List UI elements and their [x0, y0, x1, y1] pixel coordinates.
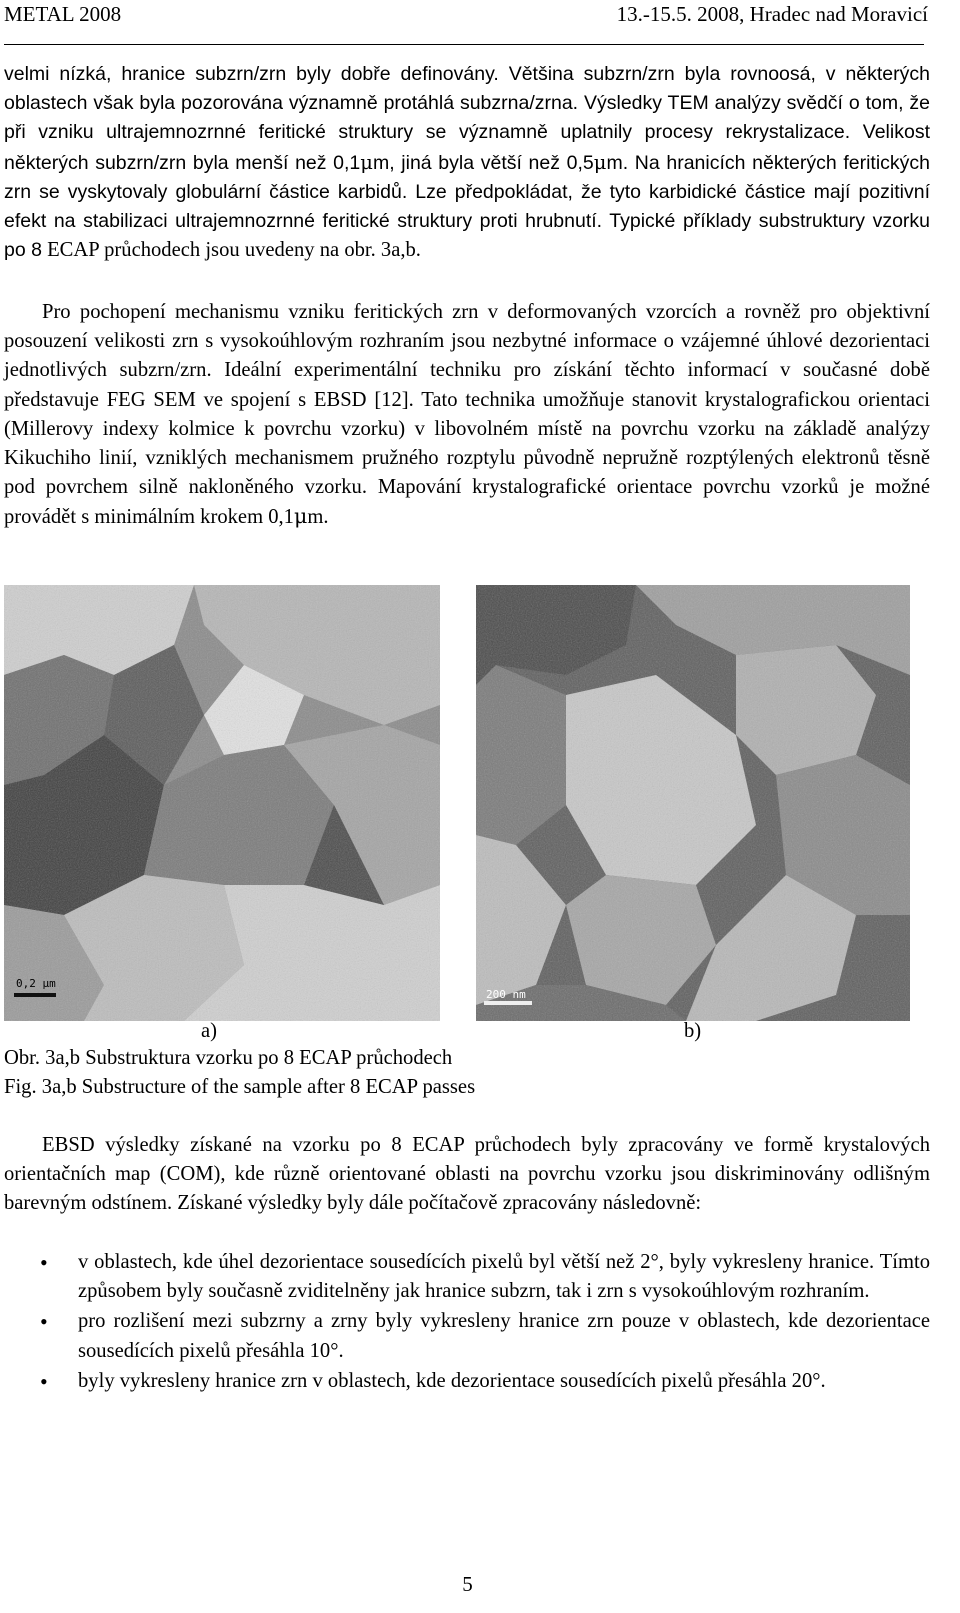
figure-label-a: a)	[201, 1020, 217, 1042]
scale-bar-label-b: 200 nm	[486, 988, 526, 1001]
list-item: • v oblastech, kde úhel dezorientace sousedících pixelů byl větší než 2°, byly vykresleny hranice. Tímto způsobem byly současně zviditelněny jak hranice subzrn, tak i zrn s vysokoúhlovým rozhraním.	[40, 1250, 930, 1303]
paragraph-ebsd-results: EBSD výsledky získané na vzorku po 8 ECAP průchodech byly zpracovány ve formě krystalových orientačních map (COM), kde různě orientované oblasti na povrchu vzorku jsou diskriminovány odlišným barevným odstínem. Získané výsledky byly dále počítačově zpracovány následovně:	[4, 1134, 930, 1215]
conference-date-place: 13.-15.5. 2008, Hradec nad Moravicí	[616, 2, 928, 26]
figure-caption-cz: Obr. 3a,b Substruktura vzorku po 8 ECAP průchodech	[4, 1047, 453, 1069]
bullet-icon: •	[40, 1250, 48, 1275]
figure-caption-en: Fig. 3a,b Substructure of the sample after 8 ECAP passes	[4, 1076, 476, 1098]
list-item: • byly vykresleny hranice zrn v oblastech, kde dezorientace sousedících pixelů přesáhla 20°.	[4, 1367, 930, 1396]
paragraph-tem-results: velmi nízká, hranice subzrn/zrn byly dobře definovány. Většina subzrn/zrn byla rovnoosá, v některých oblastech však byla pozorována významně protáhlá subzrna/zrna. Výsledky TEM analýzy svědčí o tom, že při vzniku ultrajemnozrnné feritické struktury se významně uplatnily procesy rekrystalizace. Velikost některých subzrn/zrn byla menší než 0,1μm, jiná byla větší než 0,5μm. Na hranicích některých feritických zrn se vyskytovaly globulární částice karbidů. Lze předpokládat, že tyto karbidické částice mají pozitivní efekt na stabilizaci ultrajemnozrnné feritické struktury proti hrubnutí. Typické příklady substruktury vzorku po 8 ECAP průchodech jsou uvedeny na obr. 3a,b.	[4, 63, 931, 262]
figure-label-b: b)	[684, 1020, 702, 1042]
page-header	[4, 2, 928, 30]
processing-steps-list	[4, 1248, 930, 1397]
tem-micrograph-a	[4, 585, 440, 1021]
paragraph-ebsd-method: Pro pochopení mechanismu vzniku feritických zrn v deformovaných vzorcích a rovněž pro objektivní posouzení velikosti zrn s vysokoúhlovým rozhraním jsou nezbytné informace o vzájemné úhlové dezorientaci jednotlivých subzrn/zrn. Ideální experimentální techniku pro získání těchto informací v současné době představuje FEG SEM ve spojení s EBSD [12]. Tato technika umožňuje stanovit krystalografickou orientaci (Millerovy indexy kolmice k povrchu vzorku) v libovolném místě na povrchu vzorku na základě analýzy Kikuchiho linií, vzniklých mechanismem pružného rozptylu původně nepružně rozptýlených elektronů těsně pod povrchem silně nakloněného vzorku. Mapování krystalografické orientace povrchu vzorků je možné provádět s minimálním krokem 0,1μm.	[4, 301, 930, 529]
list-item: • pro rozlišení mezi subzrny a zrny byly vykresleny hranice zrn pouze v oblastech, kde dezorientace sousedících pixelů přesáhla 10°.	[40, 1309, 930, 1362]
page-number: 5	[462, 1572, 473, 1596]
bullet-icon: •	[40, 1309, 48, 1335]
header-rule	[4, 44, 924, 45]
conference-name: METAL 2008	[4, 2, 122, 26]
bullet-icon: •	[40, 1368, 48, 1394]
scale-bar-label-a: 0,2 μm	[16, 977, 56, 990]
tem-micrograph-b	[476, 585, 910, 1021]
